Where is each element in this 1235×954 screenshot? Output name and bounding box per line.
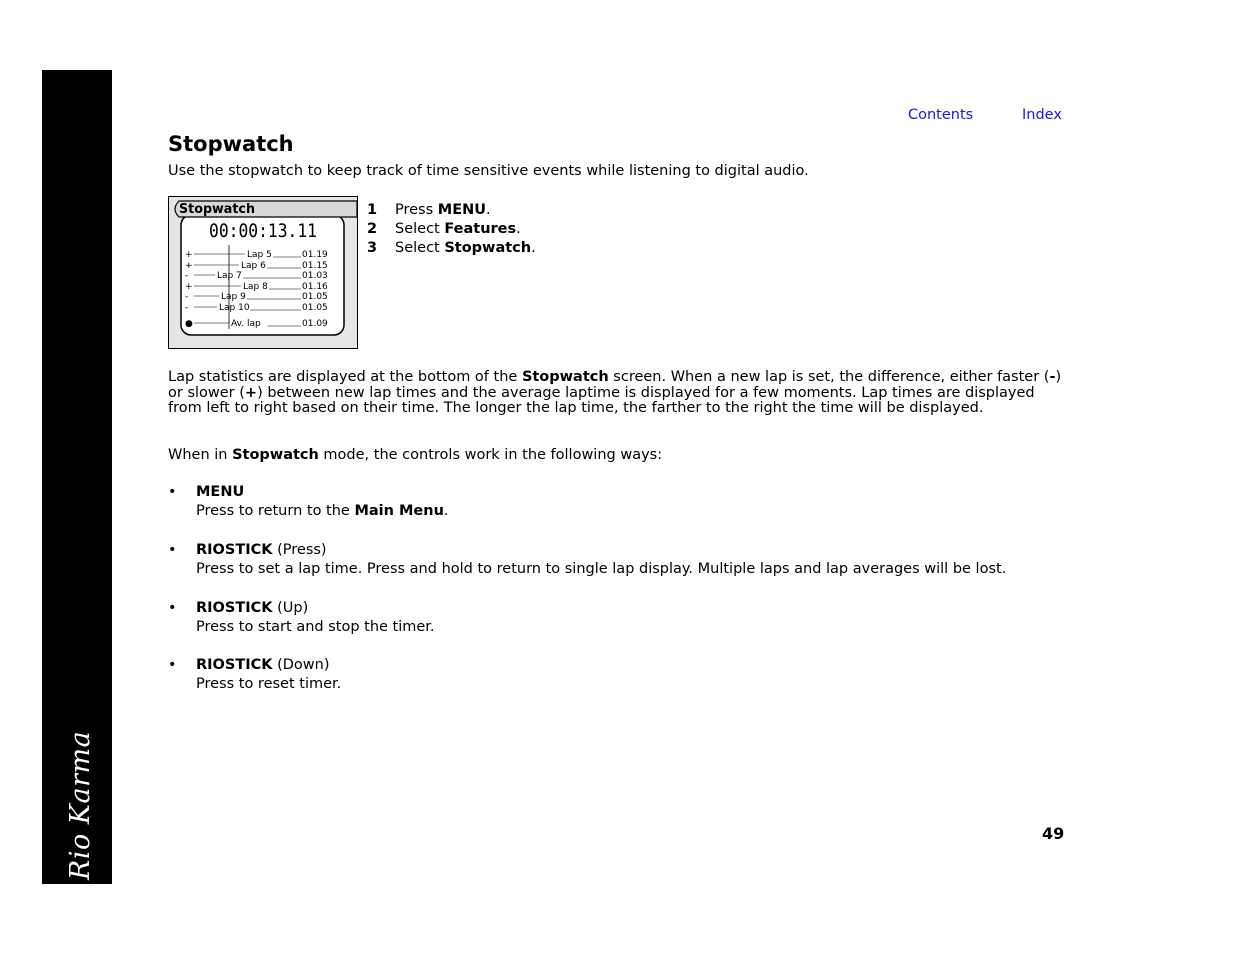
lap-sign: - xyxy=(185,271,189,281)
lap-sign: - xyxy=(185,303,189,313)
step-number: 3 xyxy=(367,240,378,256)
stopwatch-screenshot xyxy=(168,196,358,349)
sidebar-band xyxy=(42,70,112,884)
page-title: Stopwatch xyxy=(168,132,294,156)
step-text: . xyxy=(486,202,491,218)
step-keyword: MENU xyxy=(437,202,487,218)
sidebar-title: Rio Karma xyxy=(65,730,96,880)
lap-time: 01.05 xyxy=(302,303,328,313)
intro-text: Use the stopwatch to keep track of time sensitive events while listening to digital audio. xyxy=(168,163,809,179)
bullet-icon: • xyxy=(168,657,177,673)
lap-statistics-paragraph: Lap statistics are displayed at the bottom of the Stopwatch screen. When a new lap is set, the difference, either faster (-) or slower (+) between new lap times and the average laptime is displayed for a few moments. Lap times are displayed from left to right based on their time. The longer the lap time, the farther to the right the time will be displayed. xyxy=(168,369,1062,417)
bullet-icon: • xyxy=(168,542,177,558)
step-text: . xyxy=(531,240,536,256)
lap-time: 01.16 xyxy=(302,282,328,292)
lap-time: 01.03 xyxy=(302,271,328,281)
step-number: 1 xyxy=(367,202,378,218)
lap-label: Av. lap xyxy=(231,319,261,329)
step-item xyxy=(367,201,536,220)
step-keyword: Stopwatch xyxy=(444,240,532,256)
screen-header: Stopwatch xyxy=(179,202,255,217)
lap-time: 01.15 xyxy=(302,261,328,271)
screen-time: 00:00:13.11 xyxy=(209,220,317,242)
control-description: Press to start and stop the timer. xyxy=(196,619,435,635)
step-text: Press xyxy=(395,202,438,218)
lap-label: Lap 6 xyxy=(241,261,266,271)
control-name: RIOSTICK (Press) xyxy=(196,542,327,558)
step-keyword: Features xyxy=(444,221,517,237)
lap-sign: + xyxy=(185,282,193,292)
contents-link[interactable]: Contents xyxy=(908,107,974,123)
steps-list xyxy=(367,201,536,258)
mode-paragraph: When in Stopwatch mode, the controls work in the following ways: xyxy=(168,447,663,463)
bullet-icon: • xyxy=(168,600,177,616)
control-name: RIOSTICK (Down) xyxy=(196,657,330,673)
lap-label: Lap 7 xyxy=(217,271,242,281)
step-number: 2 xyxy=(367,221,378,237)
control-name: MENU xyxy=(196,484,245,500)
index-link[interactable]: Index xyxy=(1022,107,1062,123)
control-description: Press to set a lap time. Press and hold to return to single lap display. Multiple laps and lap averages will be lost. xyxy=(196,561,1007,577)
step-text: . xyxy=(516,221,521,237)
lap-sign: + xyxy=(185,250,193,260)
lap-sign: - xyxy=(185,292,189,302)
lap-time: 01.09 xyxy=(302,319,328,329)
control-description: Press to reset timer. xyxy=(196,676,342,692)
lap-label: Lap 5 xyxy=(247,250,272,260)
lap-time: 01.19 xyxy=(302,250,328,260)
lap-label: Lap 9 xyxy=(221,292,246,302)
step-item xyxy=(367,220,536,239)
step-text: Select xyxy=(395,221,445,237)
lap-sign: + xyxy=(185,261,193,271)
step-item xyxy=(367,239,536,258)
lap-time: 01.05 xyxy=(302,292,328,302)
lap-label: Lap 8 xyxy=(243,282,268,292)
lap-label: Lap 10 xyxy=(219,303,250,313)
bullet-icon: • xyxy=(168,484,177,500)
control-description: Press to return to the Main Menu. xyxy=(196,503,449,519)
page-number: 49 xyxy=(1042,824,1065,843)
control-name: RIOSTICK (Up) xyxy=(196,600,309,616)
step-text: Select xyxy=(395,240,445,256)
lap-sign: ● xyxy=(185,319,193,329)
